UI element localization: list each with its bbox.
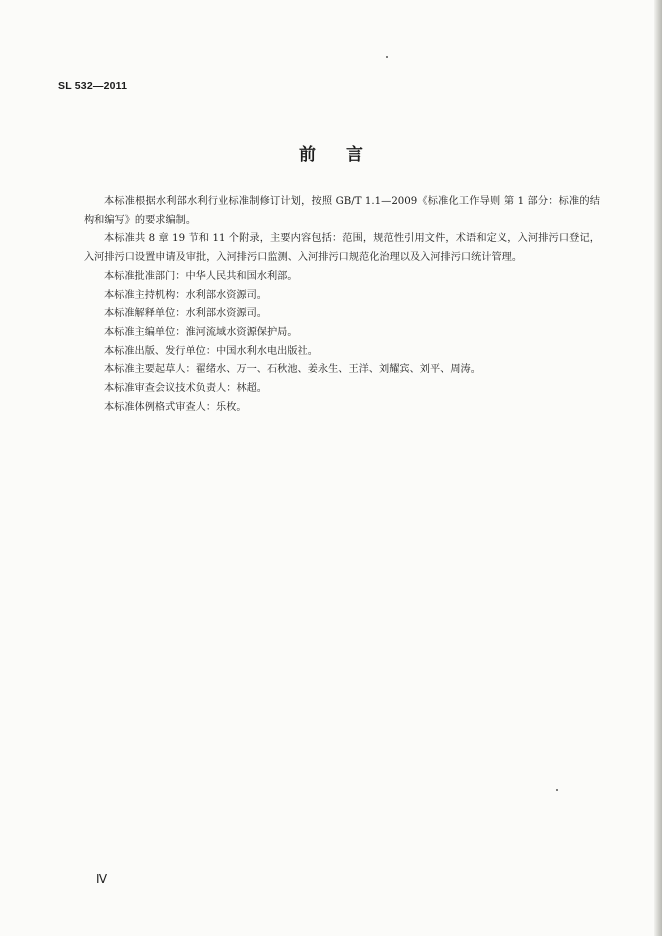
scan-speck — [386, 56, 388, 58]
page-title: 前言 — [299, 145, 393, 165]
scan-speck — [556, 789, 558, 791]
paragraph: 本标准共 8 章 19 节和 11 个附录，主要内容包括：范围，规范性引用文件，术语和定义，入河排污口登记，入河排污口设置申请及审批，入河排污口监测、入河排污口规范化治理以及入河排污口统计管理。 — [84, 233, 600, 264]
paragraph: 本标准主编单位：淮河流域水资源保护局。 — [104, 326, 298, 338]
paragraph: 本标准解释单位：水利部水资源司。 — [104, 308, 267, 320]
foreword-body — [84, 193, 600, 417]
page-number: Ⅳ — [96, 872, 108, 886]
paragraph: 本标准根据水利部水利行业标准制修订计划，按照 GB/T 1.1—2009《标准化工作导则 第 1 部分：标准的结构和编写》的要求编制。 — [84, 196, 600, 226]
paragraph: 本标准体例格式审查人：乐枚。 — [104, 401, 247, 413]
paragraph: 本标准批准部门：中华人民共和国水利部。 — [104, 270, 298, 282]
paragraph: 本标准主持机构：水利部水资源司。 — [104, 289, 267, 301]
paragraph: 本标准出版、发行单位：中国水利水电出版社。 — [104, 345, 318, 357]
standard-code: SL 532—2011 — [58, 80, 128, 92]
paragraph: 本标准审查会议技术负责人：林超。 — [104, 383, 267, 395]
paragraph: 本标准主要起草人：翟绪水、万一、石秋池、姜永生、王洋、刘耀宾、刘平、周涛。 — [104, 364, 481, 376]
